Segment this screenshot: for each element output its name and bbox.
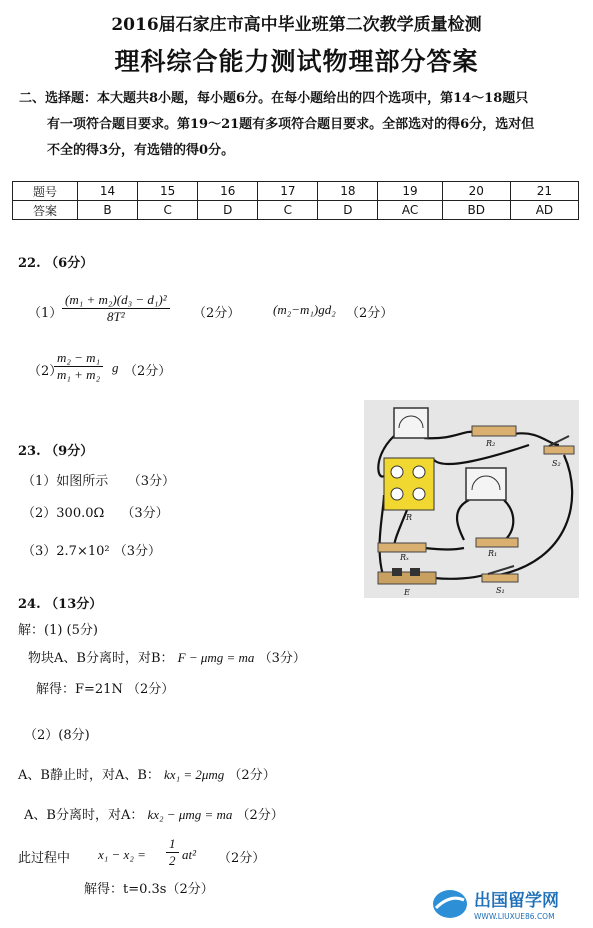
ammeter xyxy=(466,468,506,500)
q24-line-5 xyxy=(18,764,276,783)
switch-s1 xyxy=(482,574,518,582)
answer-cell: B xyxy=(78,201,138,220)
label-rx: Rₓ xyxy=(400,553,409,562)
answer-cell: D xyxy=(318,201,378,220)
q22-part1-denominator: 8T² xyxy=(106,309,125,324)
q23-answer-3: （3）2.7×10² （3分） xyxy=(22,544,161,559)
q22-part1-numerator: (m₁ + m₂)(d₃ − d₁)² xyxy=(62,292,170,309)
section-2-instructions xyxy=(19,86,579,164)
q22-heading: 22. （6分） xyxy=(18,256,94,271)
answer-key-title: 理科综合能力测试物理部分答案 xyxy=(114,47,479,76)
wire xyxy=(394,505,409,548)
q23-answer-2: （2）300.0Ω （3分） xyxy=(22,506,169,521)
label-r: R xyxy=(406,513,413,522)
q22-part1-fraction xyxy=(62,292,170,325)
q24-line-6-equation: kx₂ − μmg = ma xyxy=(147,807,233,822)
wire xyxy=(457,500,469,540)
switch-s2 xyxy=(544,446,574,454)
battery-cell xyxy=(392,568,402,576)
question-number: 20 xyxy=(442,182,510,201)
q24-line-7-denominator: 2 xyxy=(169,853,176,868)
wire xyxy=(499,455,572,575)
q22-part2-fraction xyxy=(54,350,103,383)
q24-line-5-score: （2分） xyxy=(228,768,276,783)
label-e: E xyxy=(404,588,410,597)
q24-line-1: 解：(1) (5分) xyxy=(18,623,98,638)
question-number: 15 xyxy=(138,182,198,201)
wire xyxy=(424,432,474,439)
q24-line-7-equation-b: at² xyxy=(182,847,197,862)
q24-line-7 xyxy=(18,834,348,874)
q24-line-7-numerator: 1 xyxy=(166,836,179,853)
question-number: 19 xyxy=(378,182,442,201)
voltmeter xyxy=(394,408,428,438)
resistor-rx xyxy=(378,543,426,552)
watermark-url: WWW.LIUXUE86.COM xyxy=(474,912,555,921)
q24-line-5-text: A、B静止时，对A、B： xyxy=(18,768,160,783)
wire xyxy=(434,445,529,464)
q24-line-6 xyxy=(24,804,284,823)
q24-line-2 xyxy=(28,647,306,666)
site-watermark xyxy=(430,886,590,922)
exam-title: 2016届石家庄市高中毕业班第二次教学质量检测 xyxy=(111,15,482,35)
q24-heading: 24. （13分） xyxy=(18,597,103,612)
q22-part2-label: （2） xyxy=(28,364,63,379)
battery-cell xyxy=(410,568,420,576)
q24-line-6-text: A、B分离时，对A： xyxy=(24,808,144,823)
q22-part2-numerator: m₂ − m₁ xyxy=(54,350,103,367)
knob xyxy=(391,466,403,478)
wire xyxy=(514,433,559,445)
q22-part2-score: （2分） xyxy=(124,364,172,379)
answer-cell: AD xyxy=(510,201,578,220)
question-number: 18 xyxy=(318,182,378,201)
q23-answer-1: （1）如图所示 （3分） xyxy=(22,474,176,489)
instructions-line-1: 二、选择题：本大题共8小题，每小题6分。在每小题给出的四个选项中，第14～18题只 xyxy=(19,91,529,106)
row-label-number: 题号 xyxy=(13,182,78,201)
label-s1: S₁ xyxy=(496,586,505,595)
q24-line-3: 解得：F=21N （2分） xyxy=(36,682,175,697)
q22-part2 xyxy=(28,350,328,392)
q22-part1-label: （1） xyxy=(28,306,63,321)
q22-part1 xyxy=(28,292,548,332)
wire xyxy=(424,548,464,550)
q24-line-7-score: （2分） xyxy=(218,851,266,866)
q24-line-4: （2）(8分) xyxy=(24,728,90,743)
instructions-line-2: 有一项符合题目要求。第19～21题有多项符合题目要求。全部选对的得6分，选对但 xyxy=(47,117,535,132)
q24-line-5-equation: kx₁ = 2μmg xyxy=(164,767,225,782)
answer-cell: C xyxy=(138,201,198,220)
answer-cell: C xyxy=(258,201,318,220)
knob xyxy=(413,466,425,478)
answer-cell: BD xyxy=(442,201,510,220)
q22-part1-expr2: (m₂−m₁)gd₂ xyxy=(273,302,336,317)
q22-part2-g: g xyxy=(112,360,119,375)
circuit-diagram xyxy=(364,400,579,598)
answer-row xyxy=(13,201,579,220)
wire xyxy=(434,575,484,579)
question-number: 21 xyxy=(510,182,578,201)
q24-line-7-equation-a: x₁ − x₂ = xyxy=(98,847,146,862)
knob xyxy=(413,488,425,500)
label-r1: R₁ xyxy=(488,549,498,558)
resistor-r2 xyxy=(472,426,516,436)
resistance-box xyxy=(384,458,434,510)
resistor-r1 xyxy=(476,538,518,547)
watermark-name: 出国留学网 xyxy=(474,891,559,911)
q23-heading: 23. （9分） xyxy=(18,444,94,459)
row-label-answer: 答案 xyxy=(13,201,78,220)
label-r2: R₂ xyxy=(486,439,496,448)
question-number: 14 xyxy=(78,182,138,201)
question-number-row xyxy=(13,182,579,201)
q24-line-2-text: 物块A、B分离时，对B： xyxy=(28,651,174,666)
globe-icon xyxy=(433,890,467,918)
question-number: 17 xyxy=(258,182,318,201)
answer-cell: D xyxy=(198,201,258,220)
watermark-svg xyxy=(430,886,590,922)
question-number: 16 xyxy=(198,182,258,201)
q24-line-7-fraction xyxy=(166,836,179,869)
label-s2: S₂ xyxy=(552,459,561,468)
knob xyxy=(391,488,403,500)
q24-line-7-text: 此过程中 xyxy=(18,851,71,866)
instructions-line-3: 不全的得3分，有选错的得0分。 xyxy=(47,143,235,158)
q24-line-2-equation: F − μmg = ma xyxy=(177,650,255,665)
q24-line-6-score: （2分） xyxy=(236,808,284,823)
battery xyxy=(378,572,436,584)
q22-part2-denominator: m₁ + m₂ xyxy=(57,367,101,382)
q22-part1-score: （2分） xyxy=(193,306,241,321)
circuit-svg xyxy=(364,400,579,598)
q22-part1-score2: （2分） xyxy=(346,306,394,321)
q24-line-8: 解得：t=0.3s（2分） xyxy=(84,882,214,897)
answer-table xyxy=(12,181,579,220)
wire xyxy=(380,495,384,578)
answer-cell: AC xyxy=(378,201,442,220)
q24-line-2-score: （3分） xyxy=(258,651,306,666)
wire xyxy=(502,500,513,542)
